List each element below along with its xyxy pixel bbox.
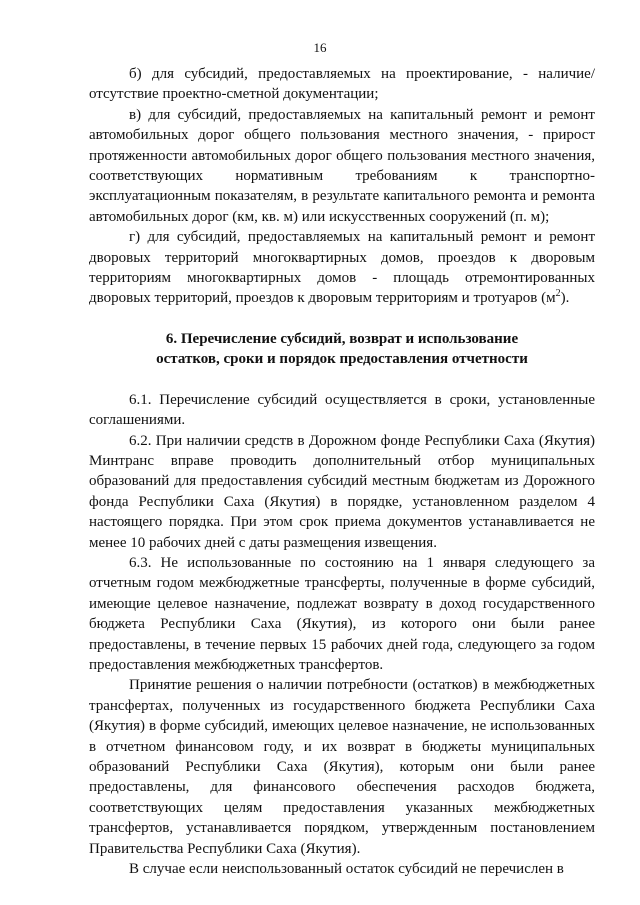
list-item-b: б) для субсидий, предоставляемых на проектирование, - наличие/отсутствие проектно-сметной документации; [89,66,595,103]
list-item-g-tail: ). [560,290,570,307]
paragraph-6-2: 6.2. При наличии средств в Дорожном фонде Республики Саха (Якутия) Минтранс вправе проводить дополнительный отбор муниципальных образований для предоставления субсидий местным бюджетам из Дорожного фонда Республики Саха (Якутия) в порядке, установленном разделом 4 настоящего порядка. При этом срок приема документов устанавливается не менее 10 рабочих дней с даты размещения извещения. [89,432,595,551]
document-body [89,64,595,879]
section-heading-line-1: 6. Перечисление субсидий, возврат и использование [165,330,519,347]
superscript-two: 2 [555,288,561,300]
list-item-g-text: г) для субсидий, предоставляемых на капитальный ремонт и ремонт дворовых территорий многоквартирных домов, проездов к дворовым территориям многоквартирных домов - площадь отремонтированных дворовых территорий, проездов к дворовым территориям и тротуаров (м [89,229,595,307]
page-number: 16 [313,40,327,55]
paragraph-6-1: 6.1. Перечисление субсидий осуществляется в сроки, установленные соглашениями. [89,391,595,429]
list-item-v: в) для субсидий, предоставляемых на капитальный ремонт и ремонт автомобильных дорог общего пользования местного значения, - прирост протяженности автомобильных дорог общего пользования местного значения, соответствующих нормативным требованиям к транспортно-эксплуатационным показателям, в результате капитального ремонта и ремонта автомобильных дорог (км, кв. м) или искусственных сооружений (п. м); [89,106,595,225]
section-heading [89,329,595,370]
paragraph-6-3: 6.3. Не использованные по состоянию на 1 января следующего за отчетным годом межбюджетные трансферты, полученные в форме субсидий, имеющие целевое назначение, подлежат возврату в доход государственного бюджета Республики Саха (Якутия), из которого они были ранее предоставлены, в течение первых 15 рабочих дней года, следующего за годом предоставления межбюджетных трансфертов. [89,554,595,673]
paragraph-decision: Принятие решения о наличии потребности (остатков) в межбюджетных трансфертах, полученных из государственного бюджета Республики Саха (Якутия) в форме субсидий, имеющих целевое назначение, не использованных в отчетном финансовом году, и их возврат в бюджеты муниципальных образований Республики Саха (Якутия), которым они были ранее предоставлены, для финансового обеспечения расходов бюджета, соответствующих целям предоставления указанных межбюджетных трансфертов, устанавливается порядком, утвержденным постановлением Правительства Республики Саха (Якутия). [89,677,595,857]
section-heading-line-2: остатков, сроки и порядок предоставления отчетности [156,351,528,368]
list-item-g [89,227,595,309]
paragraph-unused-remainder: В случае если неиспользованный остаток субсидий не перечислен в [129,861,564,878]
